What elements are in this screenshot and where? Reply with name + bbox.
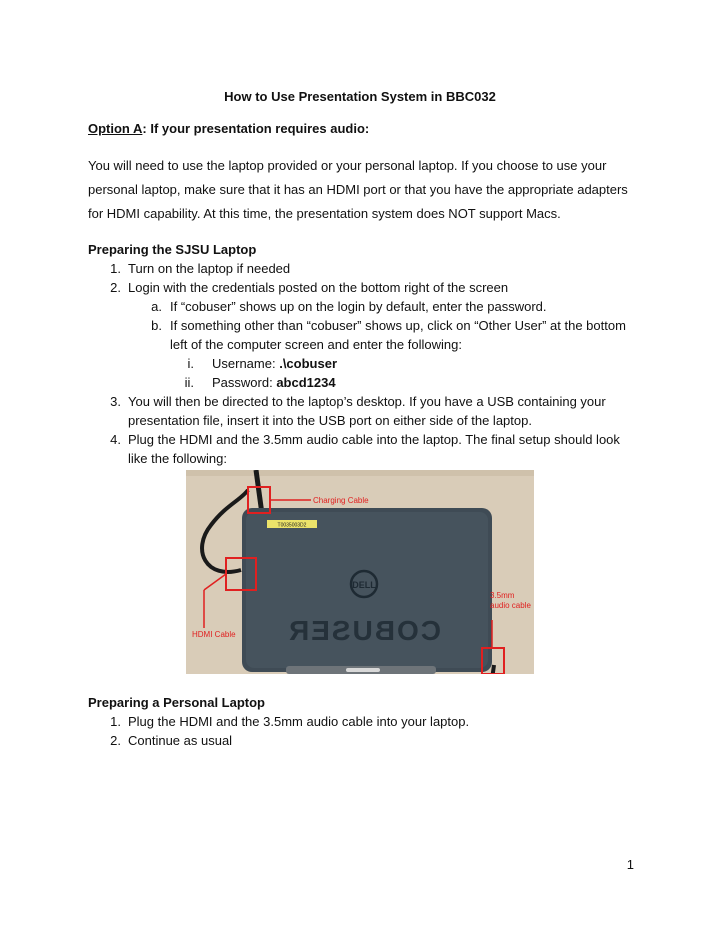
audio-cable-label-1: 3.5mm bbox=[490, 591, 515, 600]
sjsu-step-4-line2: like the following: bbox=[128, 451, 227, 466]
step-text-continued: presentation file, insert it into the USB port on either side of the laptop. bbox=[128, 413, 532, 428]
step-text: Plug the HDMI and the 3.5mm audio cable into your laptop. bbox=[128, 714, 470, 729]
charging-cable-label: Charging Cable bbox=[313, 496, 369, 505]
step-text: If “cobuser” shows up on the login by default, enter the password. bbox=[170, 299, 547, 314]
laptop-photo-illustration bbox=[186, 470, 534, 674]
credential-password bbox=[212, 374, 336, 392]
laptop-setup-photo bbox=[186, 470, 534, 674]
personal-heading: Preparing a Personal Laptop bbox=[88, 695, 265, 710]
lid-mirrored-text: COBUSER bbox=[286, 615, 442, 646]
intro-line-2: personal laptop, make sure that it has an HDMI port or that you have the appropriate adapters bbox=[88, 182, 628, 197]
hdmi-cable-label: HDMI Cable bbox=[192, 630, 236, 639]
step-text: If something other than “cobuser” shows up, click on “Other User” at the bottom bbox=[170, 318, 626, 333]
password-label: Password: bbox=[212, 375, 277, 390]
sjsu-step-4-line1: Plug the HDMI and the 3.5mm audio cable into the laptop. The final setup should look bbox=[128, 432, 620, 447]
intro-line-3: for HDMI capability. At this time, the presentation system does NOT support Macs. bbox=[88, 206, 561, 221]
page-number: 1 bbox=[626, 857, 634, 872]
step-roman: i. bbox=[187, 356, 194, 371]
step-text: You will then be directed to the laptop’s desktop. If you have a USB containing your bbox=[128, 394, 606, 409]
sjsu-heading: Preparing the SJSU Laptop bbox=[88, 242, 257, 257]
asset-sticker-text: T0035003D2 bbox=[277, 522, 307, 529]
audio-cable-label-2: audio cable bbox=[490, 601, 531, 610]
step-text-continued: left of the computer screen and enter the following: bbox=[170, 337, 462, 352]
username-label: Username: bbox=[212, 356, 280, 371]
option-a-heading bbox=[88, 120, 369, 138]
step-number: 1. bbox=[110, 714, 121, 729]
option-a-rest: : If your presentation requires audio: bbox=[142, 121, 370, 136]
step-number: 3. bbox=[110, 394, 121, 409]
step-letter: b. bbox=[151, 318, 162, 333]
step-letter: a. bbox=[151, 299, 162, 314]
svg-text:DELL: DELL bbox=[352, 580, 376, 590]
sjsu-step-4-num: 4. bbox=[110, 432, 121, 447]
step-number: 2. bbox=[110, 280, 121, 295]
step-text: Turn on the laptop if needed bbox=[128, 261, 291, 276]
page-title: How to Use Presentation System in BBC032 bbox=[224, 89, 496, 104]
step-number: 2. bbox=[110, 733, 121, 748]
step-text: Continue as usual bbox=[128, 733, 233, 748]
username-value: .\cobuser bbox=[279, 356, 337, 371]
step-number: 1. bbox=[110, 261, 121, 276]
step-text: Login with the credentials posted on the bottom right of the screen bbox=[128, 280, 509, 295]
step-roman: ii. bbox=[184, 375, 194, 390]
option-a-label: Option A bbox=[88, 121, 143, 136]
intro-line-1: You will need to use the laptop provided or your personal laptop. If you choose to use your bbox=[88, 158, 607, 173]
password-value: abcd1234 bbox=[276, 375, 336, 390]
credential-username bbox=[212, 355, 337, 373]
